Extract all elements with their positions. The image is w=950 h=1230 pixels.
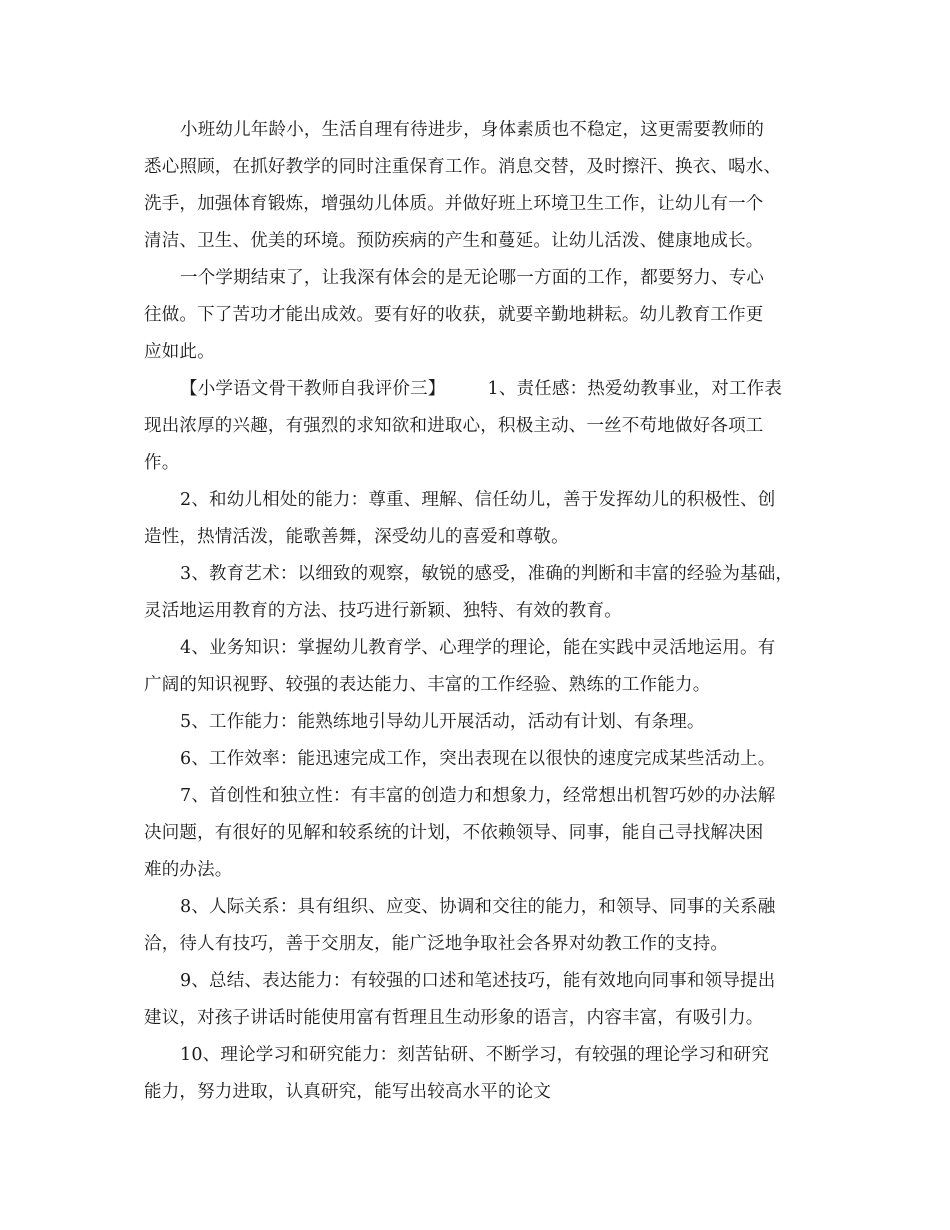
heading-line	[144, 371, 824, 408]
section-heading: 【小学语文骨干教师自我评价三】	[180, 379, 446, 399]
paragraph-line: 往做。下了苦功才能出成效。要有好的收获，就要辛勤地耕耘。幼儿教育工作更	[144, 305, 764, 325]
paragraph-line: 决问题，有很好的见解和较系统的计划，不依赖领导、同事，能自己寻找解决困	[144, 823, 764, 843]
paragraph-line: 清洁、卫生、优美的环境。预防疾病的产生和蔓延。让幼儿活泼、健康地成长。	[144, 231, 764, 251]
paragraph-line: 能力，努力进取，认真研究，能写出较高水平的论文	[144, 1082, 552, 1102]
paragraph-line: 7、首创性和独立性：有丰富的创造力和想象力，经常想出机智巧妙的办法解	[180, 786, 776, 806]
paragraph-line: 应如此。	[144, 342, 215, 362]
paragraph-line: 难的办法。	[144, 860, 233, 880]
paragraph-line: 3、教育艺术：以细致的观察，敏锐的感受，准确的判断和丰富的经验为基础，	[180, 564, 794, 584]
paragraph-line: 作。	[144, 453, 180, 473]
paragraph-line: 建议，对孩子讲话时能使用富有哲理且生动形象的语言，内容丰富，有吸引力。	[144, 1008, 764, 1028]
paragraph-line: 4、业务知识：掌握幼儿教育学、心理学的理论，能在实践中灵活地运用。有	[180, 638, 776, 658]
paragraph-line: 灵活地运用教育的方法、技巧进行新颖、独特、有效的教育。	[144, 601, 622, 621]
paragraph-line: 小班幼儿年龄小，生活自理有待进步，身体素质也不稳定，这更需要教师的	[180, 120, 765, 140]
paragraph-line: 悉心照顾，在抓好教学的同时注重保育工作。消息交替，及时擦汗、换衣、喝水、	[144, 157, 782, 177]
paragraph-line: 10、理论学习和研究能力：刻苦钻研、不断学习，有较强的理论学习和研究	[180, 1045, 770, 1065]
paragraph-text: 1、责任感：热爱幼教事业，对工作表	[487, 379, 783, 399]
paragraph-line: 现出浓厚的兴趣，有强烈的求知欲和进取心，积极主动、一丝不苟地做好各项工	[144, 416, 764, 436]
paragraph-line: 5、工作能力：能熟练地引导幼儿开展活动，活动有计划、有条理。	[180, 712, 705, 732]
paragraph-line: 8、人际关系：具有组织、应变、协调和交往的能力，和领导、同事的关系融	[180, 897, 776, 917]
paragraph-line: 6、工作效率：能迅速完成工作，突出表现在以很快的速度完成某些活动上。	[180, 749, 776, 769]
paragraph-line: 洽，待人有技巧，善于交朋友，能广泛地争取社会各界对幼教工作的支持。	[144, 934, 729, 954]
paragraph-line: 洗手，加强体育锻炼，增强幼儿体质。并做好班上环境卫生工作，让幼儿有一个	[144, 194, 764, 214]
paragraph-line: 9、总结、表达能力：有较强的口述和笔述技巧，能有效地向同事和领导提出	[180, 971, 776, 991]
paragraph-line: 造性，热情活泼，能歌善舞，深受幼儿的喜爱和尊敬。	[144, 527, 569, 547]
paragraph-line: 2、和幼儿相处的能力：尊重、理解、信任幼儿，善于发挥幼儿的积极性、创	[180, 490, 776, 510]
paragraph-line: 广阔的知识视野、较强的表达能力、丰富的工作经验、熟练的工作能力。	[144, 675, 711, 695]
document-body	[144, 112, 824, 1111]
paragraph-line: 一个学期结束了，让我深有体会的是无论哪一方面的工作，都要努力、专心	[180, 268, 765, 288]
